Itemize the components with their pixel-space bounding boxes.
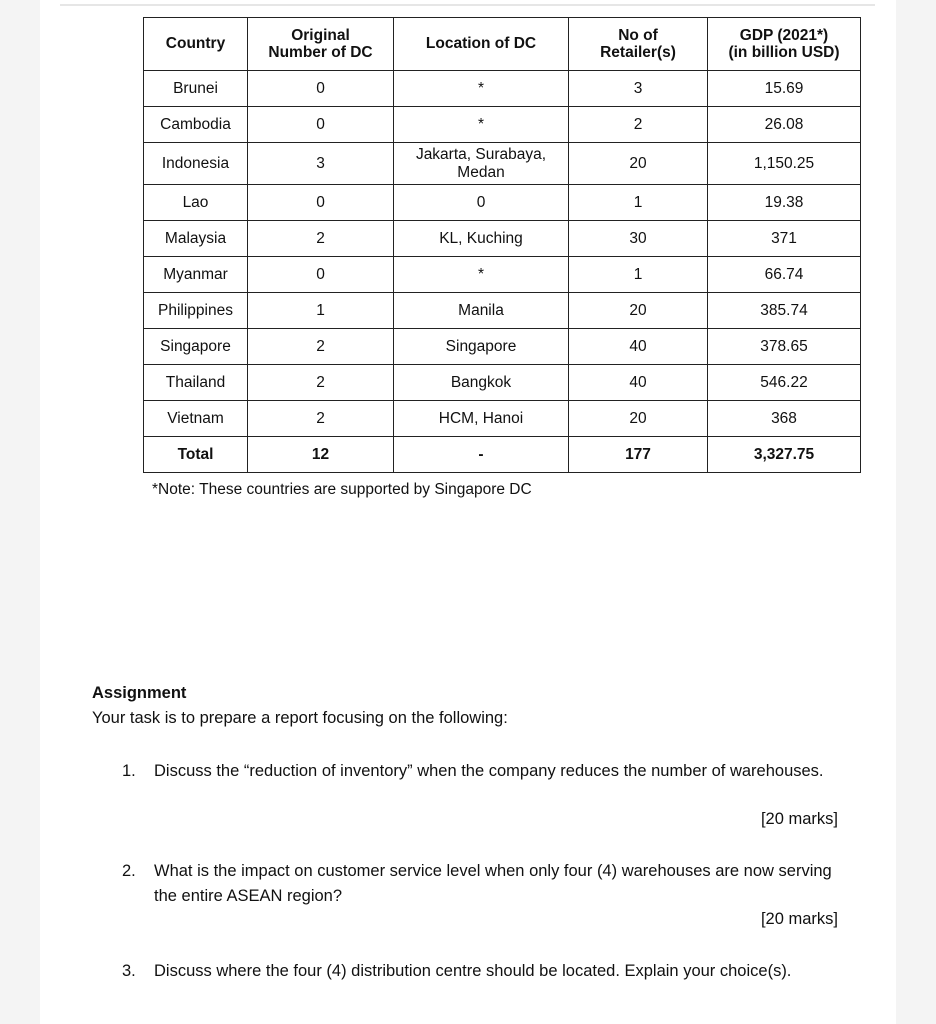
cell-country: Singapore [144, 329, 248, 365]
cell-original-dc: 3 [248, 143, 394, 185]
table-row [144, 143, 861, 185]
cell-original-dc: 2 [248, 365, 394, 401]
question-text: Discuss where the four (4) distribution centre should be located. Explain your choice(s). [154, 962, 792, 980]
cell-retailers: 3 [569, 71, 708, 107]
cell-total-retailers: 177 [569, 437, 708, 473]
table-row [144, 185, 861, 221]
cell-country: Brunei [144, 71, 248, 107]
question-number: 1. [122, 762, 136, 780]
header-original-dc [248, 18, 394, 71]
table-row [144, 401, 861, 437]
header-line: No of [618, 26, 658, 44]
table-row [144, 257, 861, 293]
cell-gdp: 19.38 [708, 185, 861, 221]
table-row [144, 221, 861, 257]
header-line: Location of DC [425, 35, 537, 53]
cell-country: Vietnam [144, 401, 248, 437]
cell-original-dc: 2 [248, 401, 394, 437]
cell-gdp: 1,150.25 [708, 143, 861, 185]
cell-retailers: 40 [569, 365, 708, 401]
question-1-marks: [20 marks] [760, 810, 838, 828]
table-note: *Note: These countries are supported by Singapore DC [152, 481, 532, 498]
cell-location: KL, Kuching [394, 221, 569, 257]
table-header-row [144, 18, 861, 71]
cell-total-label: Total [144, 437, 248, 473]
header-location [394, 18, 569, 71]
cell-gdp: 378.65 [708, 329, 861, 365]
cell-original-dc: 0 [248, 71, 394, 107]
cell-country: Myanmar [144, 257, 248, 293]
cell-original-dc: 0 [248, 257, 394, 293]
cell-location: Singapore [394, 329, 569, 365]
top-divider [60, 4, 875, 6]
cell-retailers: 30 [569, 221, 708, 257]
assignment-intro: Your task is to prepare a report focusing on the following: [92, 709, 508, 727]
header-line: (in billion USD) [728, 44, 840, 61]
question-2 [122, 859, 842, 909]
header-line: GDP (2021*) [739, 26, 829, 44]
cell-original-dc: 1 [248, 293, 394, 329]
cell-gdp: 26.08 [708, 107, 861, 143]
header-line: Number of DC [268, 44, 373, 61]
table-row [144, 365, 861, 401]
cell-country: Thailand [144, 365, 248, 401]
cell-country: Cambodia [144, 107, 248, 143]
question-2-marks: [20 marks] [760, 910, 838, 928]
table-row [144, 107, 861, 143]
cell-original-dc: 0 [248, 185, 394, 221]
table-total-row [144, 437, 861, 473]
cell-retailers: 20 [569, 401, 708, 437]
cell-total-dc: 12 [248, 437, 394, 473]
cell-retailers: 40 [569, 329, 708, 365]
cell-original-dc: 0 [248, 107, 394, 143]
header-gdp [708, 18, 861, 71]
cell-retailers: 20 [569, 143, 708, 185]
header-line: Retailer(s) [600, 44, 676, 61]
cell-country: Philippines [144, 293, 248, 329]
question-number: 3. [122, 962, 136, 980]
cell-retailers: 1 [569, 185, 708, 221]
cell-location: Bangkok [394, 365, 569, 401]
cell-gdp: 546.22 [708, 365, 861, 401]
cell-retailers: 20 [569, 293, 708, 329]
cell-gdp: 66.74 [708, 257, 861, 293]
question-number: 2. [122, 862, 136, 880]
cell-location: Manila [394, 293, 569, 329]
cell-original-dc: 2 [248, 221, 394, 257]
cell-gdp: 371 [708, 221, 861, 257]
table-row [144, 71, 861, 107]
table-row [144, 293, 861, 329]
dc-table [143, 17, 861, 473]
table-row [144, 329, 861, 365]
question-3 [122, 959, 842, 984]
cell-location: * [394, 107, 569, 143]
cell-country: Malaysia [144, 221, 248, 257]
cell-country: Indonesia [144, 143, 248, 185]
cell-country: Lao [144, 185, 248, 221]
cell-retailers: 1 [569, 257, 708, 293]
header-line: Original [291, 26, 350, 44]
cell-location: HCM, Hanoi [394, 401, 569, 437]
cell-gdp: 368 [708, 401, 861, 437]
cell-total-location: - [394, 437, 569, 473]
header-retailers [569, 18, 708, 71]
cell-location: * [394, 71, 569, 107]
cell-gdp: 15.69 [708, 71, 861, 107]
cell-location: * [394, 257, 569, 293]
question-1 [122, 759, 842, 784]
cell-location: Jakarta, Surabaya, Medan [394, 143, 569, 185]
cell-retailers: 2 [569, 107, 708, 143]
question-text: What is the impact on customer service level when only four (4) warehouses are now serving the entire ASEAN region? [154, 862, 832, 905]
cell-original-dc: 2 [248, 329, 394, 365]
question-text: Discuss the “reduction of inventory” when the company reduces the number of warehouses. [154, 762, 824, 780]
cell-total-gdp: 3,327.75 [708, 437, 861, 473]
assignment-heading: Assignment [92, 684, 187, 702]
header-country [144, 18, 248, 71]
cell-location: 0 [394, 185, 569, 221]
cell-gdp: 385.74 [708, 293, 861, 329]
header-line: Country [165, 35, 226, 53]
